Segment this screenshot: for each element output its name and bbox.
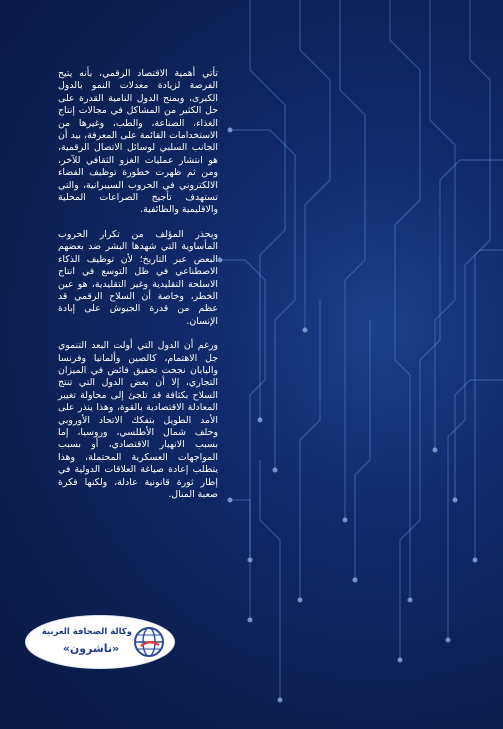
back-cover-text <box>58 68 218 513</box>
paragraph: ويحذر المؤلف من تكرار الحروب المأساوية التي شهدها البشر ضد بعضهم البعض عبر التاريخ؛ لأن توظيف الذكاء الاصطناعي في ظل التوسع في انتاج الاسلحة التقليدية وغير التقليدية، هو عين الخطر، وخاصة أن السلاح الرقمي قد عظم من قدرة الجيوش على إبادة الإنسان. <box>58 228 218 327</box>
globe-icon <box>132 625 166 659</box>
paragraph: تأتي أهمية الاقتصاد الرقمي، بأنه يتيح الفرصة لزيادة معدلات النمو بالدول الكبرى، ويمنح الدول النامية القدرة على حل الكثير من المشاكل في مجالات إنتاج الغذاء، الصناعة، والطب، وغيرها من الاستخدامات القائمة على المعرفة، بيد أن الجانب السلبي لوسائل الاتصال الرقمية، هو انتشار عمليات الغزو الثقافي للآخر، ومن ثم ظهرت خطورة توظيف الفضاء الالكتروني في الحروب السيبرانية، والتي تستهدف تأجيج الصراعات المحلية والاقليمية والطائفية. <box>58 68 218 216</box>
publisher-subtitle: «ناشرون» <box>62 642 120 655</box>
publisher-logo <box>26 616 174 668</box>
publisher-name: وكالة الصحافة العربية <box>41 627 132 637</box>
paragraph: ورغم أن الدول التي أولت البعد التنموي جل الاهتمام، كالصين وألمانيا وفرنسا واليابان نجحت تحقيق فائض في الميزان التجاري، إلا أن بعض الدول التي تنتج السلاح بكثافة قد تلجئ إلى محاولة تغيير المعادلة الاقتصادية بالقوة، وهذا ينذر على الأمد الطويل بتفكك الاتحاد الأوروبي وحلف شمال الأطلسي، وروسيا، إما بسبب الانهيار الاقتصادي، أو بسبب المواجهات العسكرية المحتملة، وهذا يتطلب إعادة صياغة العلاقات الدولية في إطار ثورة قانونية عادلة، ولكنها فكرة صعبة المنال. <box>58 340 218 500</box>
